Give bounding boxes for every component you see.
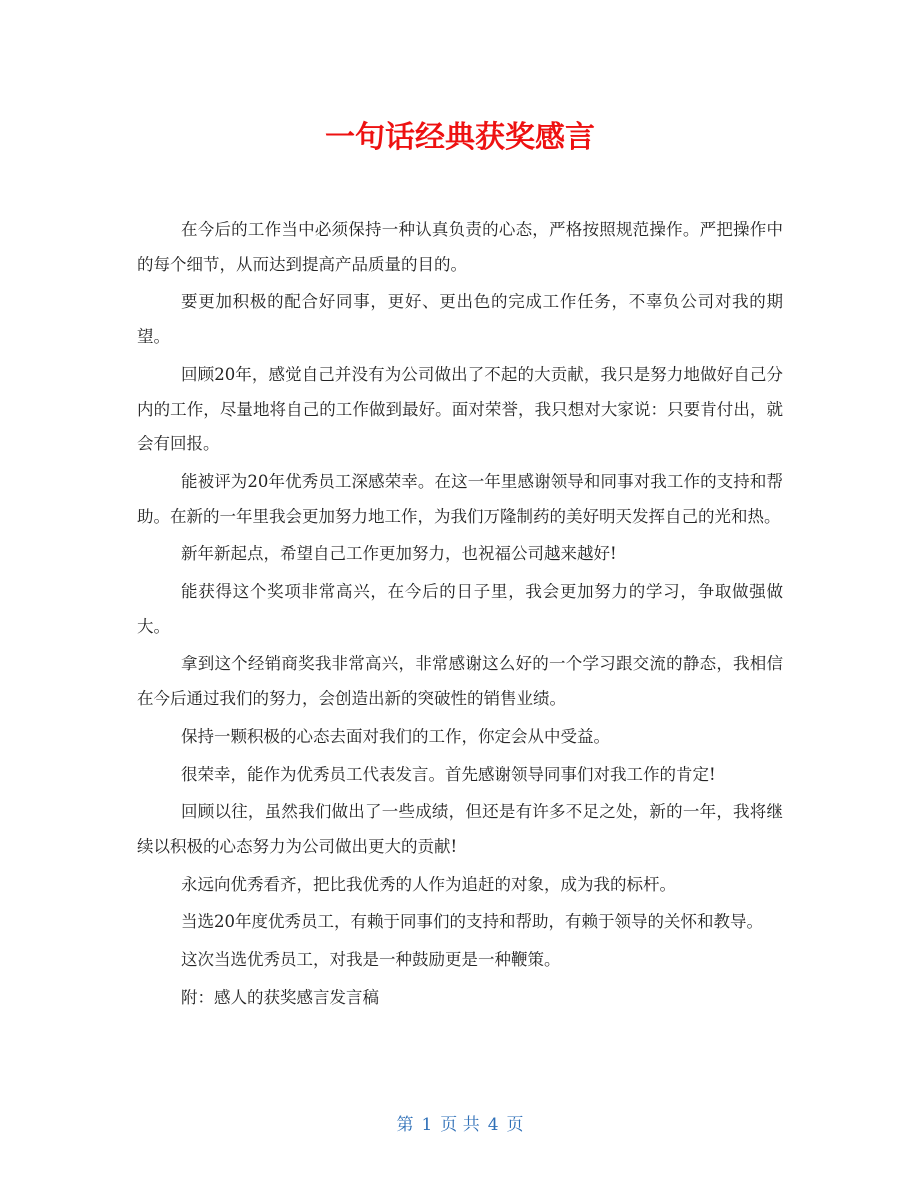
footer-suffix: 页	[506, 1115, 524, 1135]
paragraph: 很荣幸，能作为优秀员工代表发言。首先感谢领导同事们对我工作的肯定!	[181, 764, 716, 784]
paragraph: 这次当选优秀员工，对我是一种鼓励更是一种鞭策。	[181, 950, 561, 970]
paragraph: 要更加积极的配合好同事，更好、更出色的完成工作任务，不辜负公司对我的期望。	[137, 292, 783, 347]
paragraph: 回顾20年，感觉自己并没有为公司做出了不起的大贡献，我只是努力地做好自己分内的工作，尽量地将自己的工作做到最好。面对荣誉，我只想对大家说：只要肯付出，就会有回报。	[137, 364, 783, 454]
document-title: 一句话经典获奖感言	[325, 120, 595, 155]
paragraph: 保持一颗积极的心态去面对我们的工作，你定会从中受益。	[181, 726, 610, 746]
paragraph: 永远向优秀看齐，把比我优秀的人作为追赶的对象，成为我的标杆。	[181, 874, 676, 894]
footer-prefix: 第	[396, 1115, 414, 1135]
document-body	[137, 213, 783, 1018]
paragraph: 回顾以往，虽然我们做出了一些成绩，但还是有许多不足之处，新的一年，我将继续以积极的心态努力为公司做出更大的贡献!	[137, 802, 783, 856]
footer-current-page: 1	[421, 1115, 433, 1135]
page-number-footer	[0, 1112, 920, 1138]
paragraph: 在今后的工作当中必须保持一种认真负责的心态，严格按照规范操作。严把操作中的每个细节，从而达到提高产品质量的目的。	[137, 220, 783, 274]
paragraph: 能获得这个奖项非常高兴，在今后的日子里，我会更加努力的学习，争取做强做大。	[137, 582, 783, 636]
paragraph: 当选20年度优秀员工，有赖于同事们的支持和帮助，有赖于领导的关怀和教导。	[181, 912, 763, 932]
paragraph: 附：感人的获奖感言发言稿	[181, 987, 379, 1007]
paragraph: 新年新起点，希望自己工作更加努力，也祝福公司越来越好!	[181, 544, 617, 564]
footer-total-pages: 4	[487, 1115, 499, 1135]
footer-middle: 页 共	[440, 1115, 480, 1135]
paragraph: 拿到这个经销商奖我非常高兴，非常感谢这么好的一个学习跟交流的静态，我相信在今后通过我们的努力，会创造出新的突破性的销售业绩。	[137, 654, 783, 709]
paragraph: 能被评为20年优秀员工深感荣幸。在这一年里感谢领导和同事对我工作的支持和帮助。在新的一年里我会更加努力地工作，为我们万隆制药的美好明天发挥自己的光和热。	[137, 471, 783, 526]
